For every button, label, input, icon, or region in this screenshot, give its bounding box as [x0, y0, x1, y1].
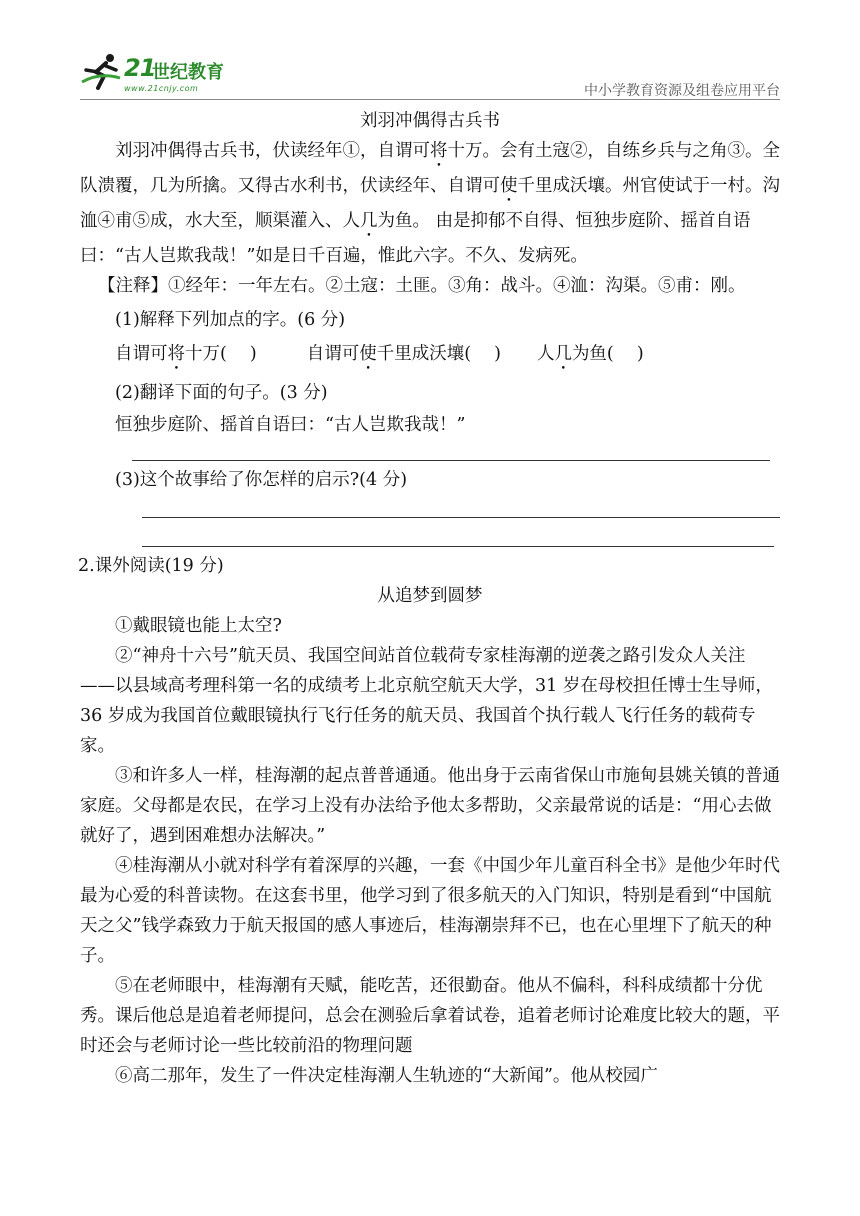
- answer-line-3b[interactable]: [142, 546, 774, 547]
- logo-text: 世纪教育: [152, 62, 224, 83]
- question-1: (1)解释下列加点的字。(6 分): [115, 310, 346, 330]
- section2-paragraph-4: ④桂海潮从小就对科学有着深厚的兴趣，一套《中国少年儿童百科全书》是他少年时代最为心爱的科普读物。在这套书里，他学习到了很多航天的入门知识，特别是看到“中国航天之父”钱学森致力于航天报国的感人事迹后，桂海潮崇拜不已，也在心里埋下了航天的种子。: [80, 856, 780, 966]
- question-2-sentence: 恒独步庭阶、摇首自语曰：“古人岂欺我哉！”: [115, 415, 466, 435]
- runner-icon: [80, 52, 122, 92]
- section1-passage: 刘羽冲偶得古兵书，伏读经年①，自谓可将十万。会有土寇②，自练乡兵与之角③。全队溃覆，几为所擒。又得古水利书，伏读经年、自谓可使千里成沃壤。州官使试于一村。沟洫④甫⑤成，水大至，顺渠灌入、人几为鱼。 由是抑郁不自得、恒独步庭阶、摇首自语曰：“古人岂欺我哉！”如是日千百遍，惟此六字。不久、发病死。: [80, 141, 780, 266]
- question-2: (2)翻译下面的句子。(3 分): [115, 383, 328, 403]
- question-1-items: 自谓可将十万( ) 自谓可使千里成沃壤( ) 人几为鱼( ): [115, 344, 644, 364]
- section2-paragraph-1: ①戴眼镜也能上太空?: [115, 616, 282, 636]
- logo: [80, 52, 240, 96]
- document-body: [80, 106, 780, 1091]
- question-3: (3)这个故事给了你怎样的启示?(4 分): [115, 470, 408, 490]
- header-tagline: 中小学教育资源及组卷应用平台: [584, 83, 780, 99]
- section2-title: 从追梦到圆梦: [377, 586, 483, 606]
- section2-paragraph-6: ⑥高二那年，发生了一件决定桂海潮人生轨迹的“大新闻”。他从校园广: [115, 1066, 658, 1086]
- section1-note: 【注释】①经年：一年左右。②土寇：土匪。③角：战斗。④洫：沟渠。⑤甫：刚。: [98, 276, 746, 296]
- answer-line-3a[interactable]: [142, 517, 780, 518]
- section2-paragraph-3: ③和许多人一样，桂海潮的起点普普通通。他出身于云南省保山市施甸县姚关镇的普通家庭。父母都是农民，在学习上没有办法给予他太多帮助，父亲最常说的话是：“用心去做就好了，遇到困难想办法解决。”: [80, 766, 780, 846]
- section2-heading: 2.课外阅读(19 分): [78, 556, 224, 576]
- logo-number: 21: [124, 54, 156, 82]
- logo-url: www.21cnjy.com: [124, 84, 199, 93]
- section1-title: 刘羽冲偶得古兵书: [360, 111, 500, 131]
- section2-paragraph-5: ⑤在老师眼中，桂海潮有天赋，能吃苦，还很勤奋。他从不偏科，科科成绩都十分优秀。课后他总是追着老师提问，总会在测验后拿着试卷，追着老师讨论难度比较大的题，平时还会与老师讨论一些比较前沿的物理问题: [80, 976, 780, 1056]
- page-header: [80, 52, 780, 100]
- answer-line-2[interactable]: [132, 460, 770, 461]
- header-divider: [80, 99, 780, 100]
- section2-paragraph-2: ②“神舟十六号”航天员、我国空间站首位载荷专家桂海潮的逆袭之路引发众人关注——以县域高考理科第一名的成绩考上北京航空航天大学，31 岁在母校担任博士生导师，36 岁成为我国首位戴眼镜执行飞行任务的航天员、我国首个执行载人飞行任务的载荷专家。: [80, 646, 773, 756]
